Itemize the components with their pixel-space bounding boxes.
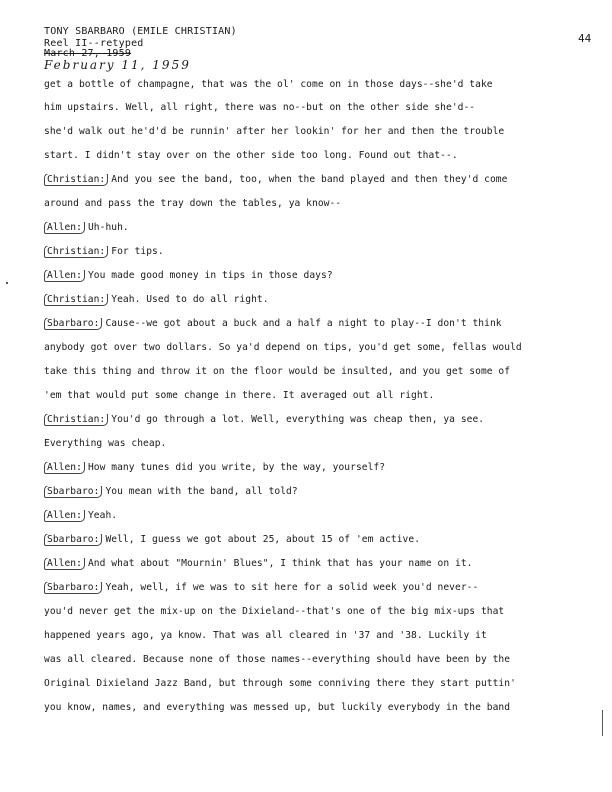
transcript-line (44, 270, 596, 282)
transcript-line (44, 438, 596, 450)
transcript-line (44, 462, 596, 474)
original-date: March 27, 1959 (44, 48, 132, 59)
speaker-label: Allen: (44, 510, 85, 522)
line-text: You made good money in tips in those days? (87, 270, 333, 281)
line-text: How many tunes did you write, by the way, yourself? (87, 462, 386, 473)
transcript-line (44, 678, 596, 690)
transcript-line (44, 558, 596, 570)
page-number: 44 (578, 32, 592, 45)
transcript-line (44, 102, 596, 114)
transcript-line (44, 342, 596, 354)
transcript-line (44, 534, 596, 546)
transcript-line (44, 294, 596, 306)
line-text: she'd walk out he'd'd be runnin' after her lookin' for her and then the trouble (44, 126, 505, 137)
reel-label: Reel II--retyped (44, 38, 144, 49)
speaker-label: Sbarbaro: (44, 582, 102, 594)
transcript-line (44, 390, 596, 402)
handwritten-date: February 11, 1959 (44, 58, 191, 72)
transcript-line (44, 414, 596, 426)
scan-edge-mark (602, 710, 603, 736)
line-text: you'd never get the mix-up on the Dixieland--that's one of the big mix-ups that (44, 606, 505, 617)
transcript-line (44, 366, 596, 378)
transcript-line (44, 702, 596, 714)
line-text: was all cleared. Because none of those names--everything should have been by the (44, 654, 511, 665)
transcript-line (44, 486, 596, 498)
line-text: Yeah, well, if we was to sit here for a solid week you'd never-- (105, 582, 479, 593)
speaker-label: Allen: (44, 558, 85, 570)
speaker-label: Allen: (44, 222, 85, 234)
line-text: you know, names, and everything was messed up, but luckily everybody in the band (44, 702, 511, 713)
line-text: Well, I guess we got about 25, about 15 of 'em active. (105, 534, 421, 545)
line-text: For tips. (111, 246, 164, 257)
transcript-line (44, 606, 596, 618)
transcript-line (44, 582, 596, 594)
line-text: Uh-huh. (87, 222, 129, 233)
line-text: And you see the band, too, when the band played and then they'd come (111, 174, 508, 185)
transcript-line (44, 79, 596, 91)
speaker-label: Christian: (44, 174, 108, 186)
transcript-line (44, 222, 596, 234)
transcript-line (44, 630, 596, 642)
line-text: And what about "Mournin' Blues", I think that has your name on it. (87, 558, 473, 569)
speaker-label: Allen: (44, 462, 85, 474)
transcript-line (44, 510, 596, 522)
speaker-label: Sbarbaro: (44, 318, 102, 330)
line-text: Yeah. Used to do all right. (111, 294, 269, 305)
line-text: happened years ago, ya know. That was all cleared in '37 and '38. Luckily it (44, 630, 487, 641)
line-text: Original Dixieland Jazz Band, but through some conniving there they start puttin' (44, 678, 516, 689)
line-text: around and pass the tray down the tables, ya know-- (44, 198, 342, 209)
line-text: Cause--we got about a buck and a half a night to play--I don't think (105, 318, 502, 329)
transcript-line (44, 246, 596, 258)
transcript-line (44, 174, 596, 186)
line-text: Yeah. (87, 510, 118, 521)
speaker-label: Christian: (44, 294, 108, 306)
speaker-label: Christian: (44, 414, 108, 426)
transcript-line (44, 150, 596, 162)
line-text: start. I didn't stay over on the other side too long. Found out that--. (44, 150, 458, 161)
speaker-label: Allen: (44, 270, 85, 282)
transcript-line (44, 654, 596, 666)
speaker-label: Sbarbaro: (44, 486, 102, 498)
line-text: get a bottle of champagne, that was the ol' come on in those days--she'd take (44, 79, 493, 90)
transcript-line (44, 126, 596, 138)
line-text: 'em that would put some change in there. It averaged out all right. (44, 390, 435, 401)
line-text: him upstairs. Well, all right, there was no--but on the other side she'd-- (44, 102, 476, 113)
transcript-line (44, 198, 596, 210)
speaker-label: Sbarbaro: (44, 534, 102, 546)
line-text: You mean with the band, all told? (105, 486, 298, 497)
speaker-label: Christian: (44, 246, 108, 258)
transcript-line (44, 318, 596, 330)
scan-speck (6, 282, 8, 284)
line-text: Everything was cheap. (44, 438, 167, 449)
line-text: You'd go through a lot. Well, everything was cheap then, ya see. (111, 414, 485, 425)
line-text: take this thing and throw it on the floor would be insulted, and you get some of (44, 366, 511, 377)
line-text: anybody got over two dollars. So ya'd depend on tips, you'd get some, fellas would (44, 342, 522, 353)
document-title: TONY SBARBARO (EMILE CHRISTIAN) (44, 26, 237, 37)
